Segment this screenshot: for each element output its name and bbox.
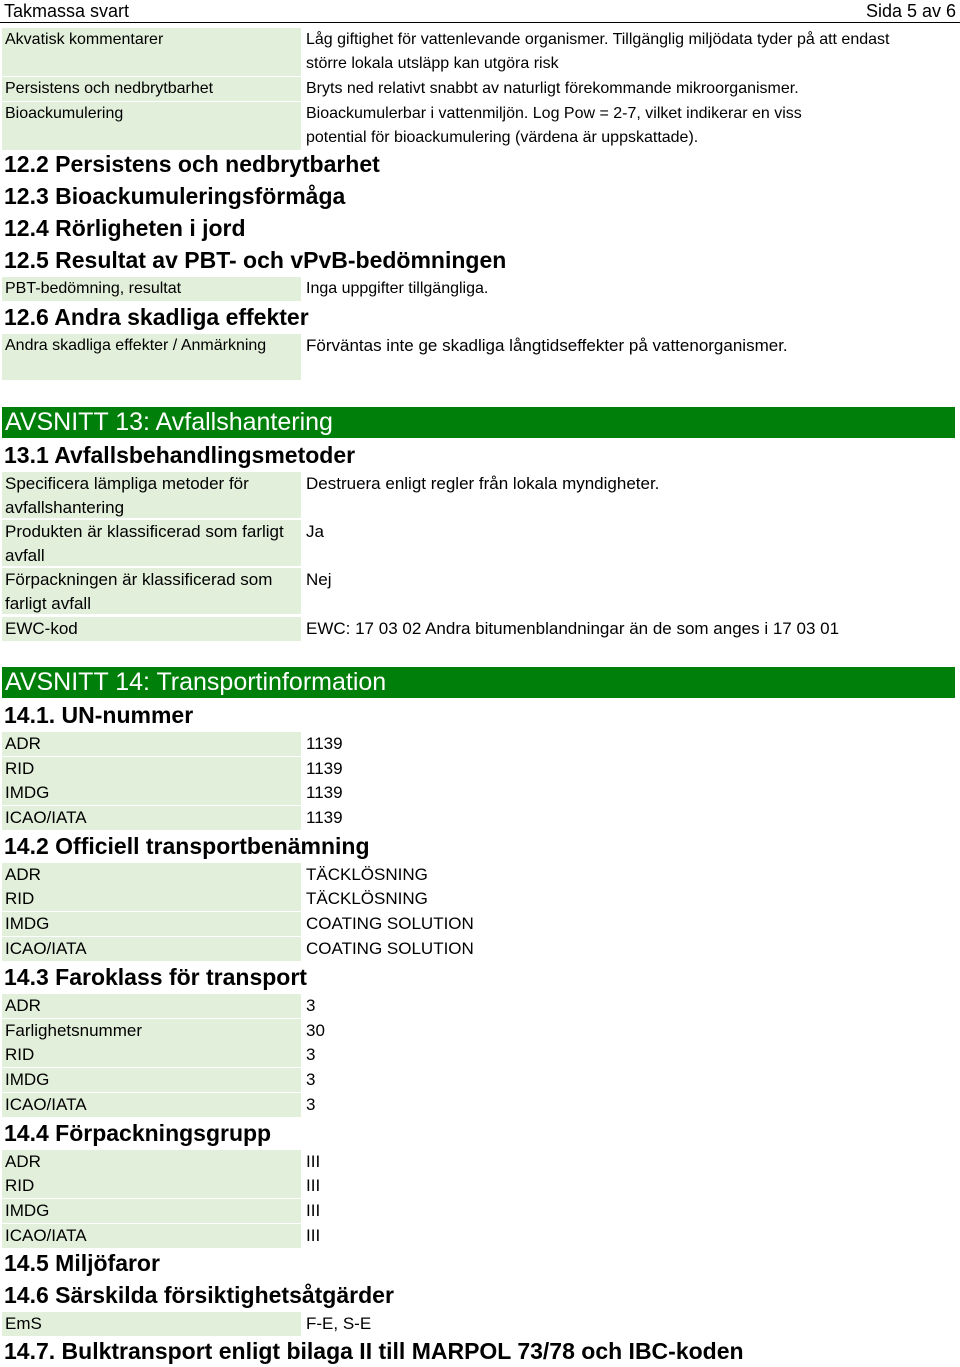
field-label: ICAO/IATA [2, 937, 301, 961]
field-label: RID [2, 1043, 301, 1067]
field-label: ADR [2, 994, 301, 1018]
page-header [0, 0, 960, 23]
field-value: III [306, 1176, 321, 1195]
field-label: EWC-kod [2, 617, 301, 641]
heading-14-2: 14.2 Officiell transportbenämning [4, 833, 370, 859]
field-value: Nej [306, 570, 332, 589]
field-value: 1139 [306, 783, 343, 802]
heading-14-5: 14.5 Miljöfaror [4, 1250, 160, 1276]
heading-12-4: 12.4 Rörligheten i jord [4, 215, 246, 241]
field-label: ICAO/IATA [2, 1224, 301, 1248]
field-value: 3 [306, 1095, 316, 1114]
field-label: Förpackningen är klassificerad som farligt avfall [2, 568, 301, 614]
field-value: III [306, 1226, 321, 1245]
field-label: Bioackumulering [2, 102, 301, 150]
section-14-bar: AVSNITT 14: Transportinformation [2, 667, 955, 698]
field-label: IMDG [2, 1199, 301, 1223]
field-value: Bioackumulerbar i vattenmiljön. Log Pow = 2-7, vilket indikerar en viss potential för bioackumulering (värdena är uppskattade). [306, 105, 802, 146]
field-value: TÄCKLÖSNING [306, 889, 428, 908]
heading-12-2: 12.2 Persistens och nedbrytbarhet [4, 151, 380, 177]
heading-14-4: 14.4 Förpackningsgrupp [4, 1120, 272, 1146]
field-value: 3 [306, 1070, 316, 1089]
field-label: Andra skadliga effekter / Anmärkning [2, 334, 301, 380]
field-value: 3 [306, 1045, 316, 1064]
field-value: Inga uppgifter tillgängliga. [306, 280, 489, 297]
field-value: Destruera enligt regler från lokala myndigheter. [306, 474, 660, 493]
field-value: 1139 [306, 734, 343, 753]
heading-14-1: 14.1. UN-nummer [4, 702, 194, 728]
field-value: TÄCKLÖSNING [306, 865, 428, 884]
heading-14-3: 14.3 Faroklass för transport [4, 964, 307, 990]
field-label: EmS [2, 1312, 301, 1336]
heading-12-5: 12.5 Resultat av PBT- och vPvB-bedömningen [4, 247, 507, 273]
heading-13-1: 13.1 Avfallsbehandlingsmetoder [4, 442, 356, 468]
field-label: Akvatisk kommentarer [2, 28, 301, 76]
field-label: IMDG [2, 781, 301, 805]
field-label: Persistens och nedbrytbarhet [2, 77, 301, 101]
field-value: 3 [306, 996, 316, 1015]
field-label: ADR [2, 1150, 301, 1174]
field-value: EWC: 17 03 02 Andra bitumenblandningar än de som anges i 17 03 01 [306, 619, 840, 638]
field-value: 1139 [306, 808, 343, 827]
field-value: COATING SOLUTION [306, 914, 474, 933]
field-value: F-E, S-E [306, 1314, 372, 1333]
heading-14-7: 14.7. Bulktransport enligt bilaga II till MARPOL 73/78 och IBC-koden [4, 1338, 744, 1364]
field-label: RID [2, 757, 301, 781]
heading-12-6: 12.6 Andra skadliga effekter [4, 304, 309, 330]
field-value: III [306, 1152, 321, 1171]
field-label: RID [2, 1174, 301, 1198]
field-value: Bryts ned relativt snabbt av naturligt förekommande mikroorganismer. [306, 80, 799, 97]
field-value: Låg giftighet för vattenlevande organismer. Tillgänglig miljödata tyder på att endast större lokala utsläpp kan utgöra risk [306, 31, 890, 72]
field-label: ADR [2, 863, 301, 887]
field-value: 30 [306, 1021, 325, 1040]
heading-14-6: 14.6 Särskilda försiktighetsåtgärder [4, 1282, 394, 1308]
field-label: PBT-bedömning, resultat [2, 277, 301, 301]
page-number: Sida 5 av 6 [865, 1, 956, 21]
field-value: COATING SOLUTION [306, 939, 474, 958]
field-label: Produkten är klassificerad som farligt avfall [2, 520, 301, 566]
field-label: IMDG [2, 912, 301, 936]
field-label: ICAO/IATA [2, 806, 301, 830]
field-label: ADR [2, 732, 301, 756]
field-label: Specificera lämpliga metoder för avfallshantering [2, 472, 301, 518]
field-label: IMDG [2, 1068, 301, 1092]
field-value: Förväntas inte ge skadliga långtidseffekter på vattenorganismer. [306, 336, 788, 355]
field-value: 1139 [306, 759, 343, 778]
field-label: Farlighetsnummer [2, 1019, 301, 1043]
field-label: ICAO/IATA [2, 1093, 301, 1117]
field-label: RID [2, 887, 301, 911]
section-13-bar: AVSNITT 13: Avfallshantering [2, 407, 955, 438]
document-title: Takmassa svart [4, 1, 130, 21]
field-value: III [306, 1201, 321, 1220]
field-value: Ja [306, 522, 324, 541]
heading-12-3: 12.3 Bioackumuleringsförmåga [4, 183, 346, 209]
